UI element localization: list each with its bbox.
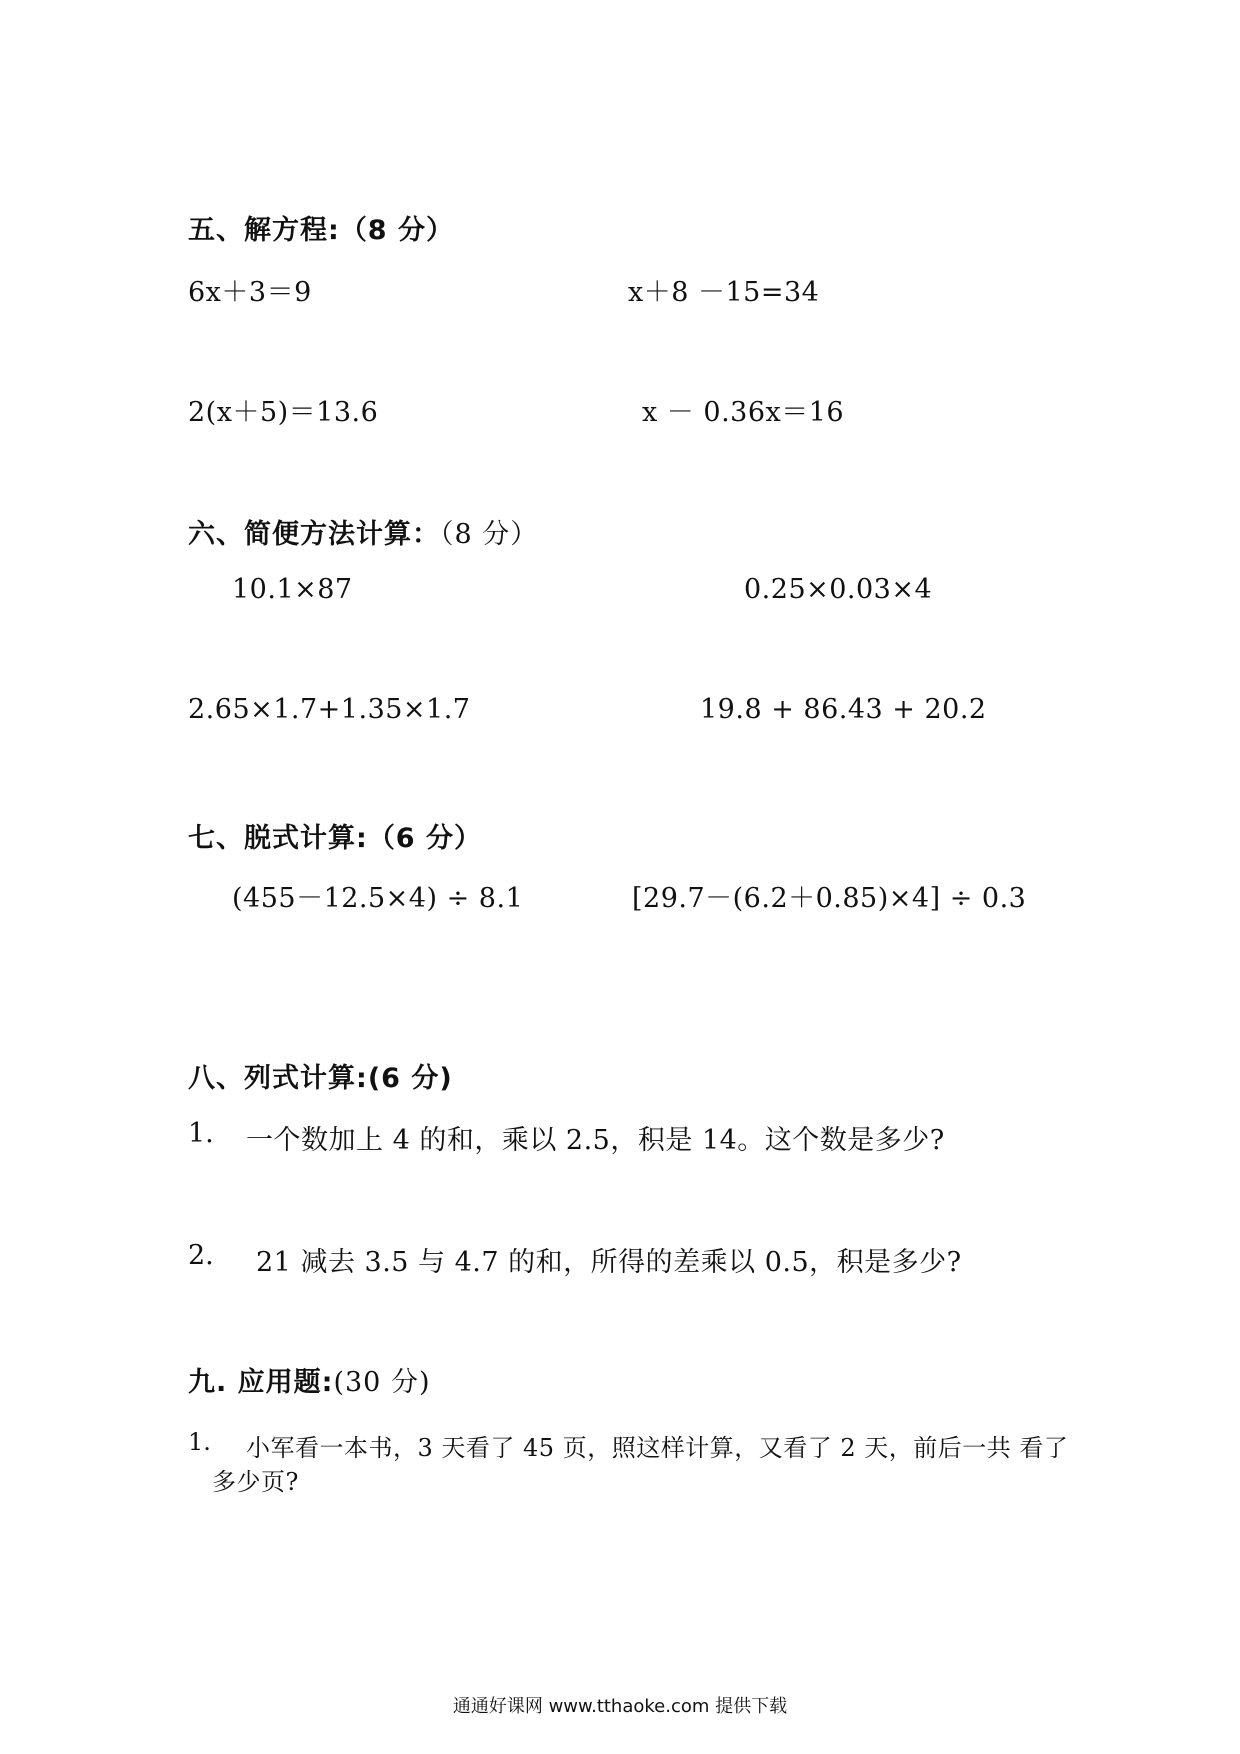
section-five-title: 五、解方程: <box>188 215 340 246</box>
section-seven-heading <box>188 816 482 855</box>
calc-1: 10.1×87 <box>232 574 353 605</box>
section-nine-title: 九. 应用题: <box>188 1367 334 1398</box>
calc-4: 19.8 + 86.43 + 20.2 <box>700 694 987 725</box>
word-question-1-number: 1. <box>188 1118 214 1149</box>
word-question-2-text: 21 减去 3.5 与 4.7 的和，所得的差乘以 0.5，积是多少? <box>256 1247 962 1278</box>
equation-3: 2(x＋5)＝13.6 <box>188 397 379 428</box>
section-five-score: （8 分） <box>339 215 454 246</box>
section-nine-score: (30 分) <box>333 1367 431 1398</box>
application-question-1-text-cont: 多少页? <box>212 1468 299 1496</box>
section-six-title: 六、简便方法计算： <box>188 519 440 550</box>
application-question-1-text: 小军看一本书，3 天看了 45 页，照这样计算，又看了 2 天，前后一共 看了 <box>246 1434 1069 1462</box>
section-six-heading <box>188 512 538 551</box>
equation-1: 6x＋3＝9 <box>188 277 312 308</box>
section-seven-score: （6 分） <box>367 823 482 854</box>
word-question-2-number: 2. <box>188 1240 214 1271</box>
stepwise-1: (455－12.5×4) ÷ 8.1 <box>232 883 524 914</box>
section-five-heading <box>188 208 454 247</box>
calc-2: 0.25×0.03×4 <box>744 574 933 605</box>
section-six-score: （8 分） <box>440 519 539 550</box>
calc-3: 2.65×1.7+1.35×1.7 <box>188 694 471 725</box>
section-eight-title: 八、列式计算: <box>188 1063 368 1094</box>
footer-source: 通通好课网 www.tthaoke.com 提供下载 <box>452 1696 788 1717</box>
section-seven-title: 七、脱式计算: <box>188 823 368 854</box>
section-eight-score: (6 分) <box>367 1063 453 1094</box>
equation-2: x＋8 －15=34 <box>628 277 820 308</box>
word-question-1-text: 一个数加上 4 的和，乘以 2.5，积是 14。这个数是多少? <box>246 1125 945 1156</box>
section-nine-heading <box>188 1360 430 1399</box>
application-question-1-number: 1. <box>188 1428 211 1456</box>
equation-4: x － 0.36x＝16 <box>642 397 845 428</box>
stepwise-2: [29.7－(6.2＋0.85)×4] ÷ 0.3 <box>632 883 1027 914</box>
section-eight-heading <box>188 1056 453 1095</box>
